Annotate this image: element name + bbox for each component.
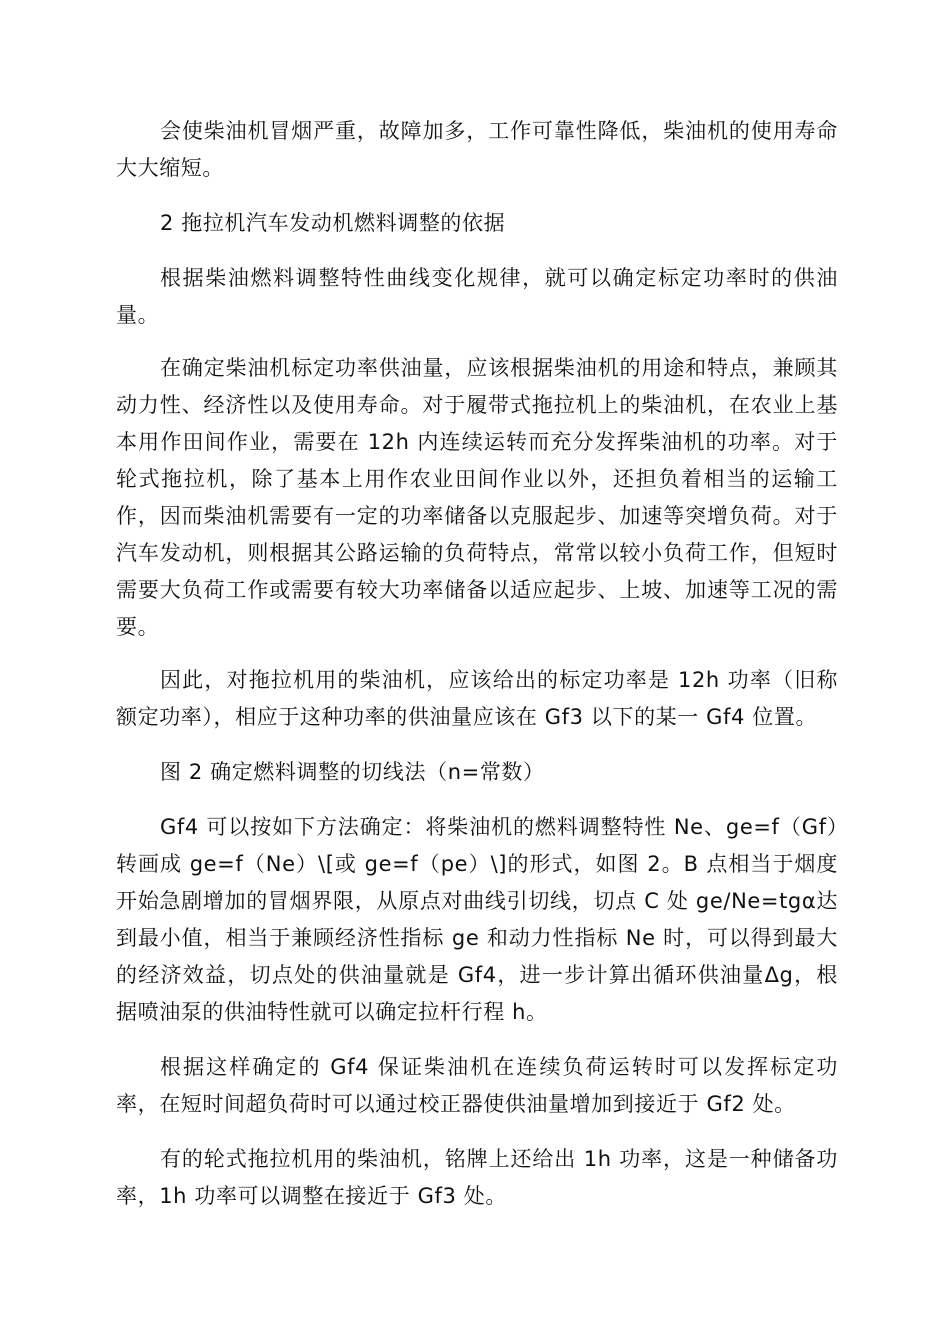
paragraph-gf4-determination: Gf4 可以按如下方法确定：将柴油机的燃料调整特性 Ne、ge=f（Gf）转画成 ge=f（Ne）\[或 ge=f（pe）\]的形式，如图 2。B 点相当于烟度开始急剧增加的冒烟界限，从原点对曲线引切线，切点 C 处 ge/Ne=tgα达到最小值，相当于兼顾经济性指标 ge 和动力性指标 Ne 时，可以得到最大的经济效益，切点处的供油量就是 Gf4，进一步计算出循环供油量Δg，根据喷油泵的供油特性就可以确定拉杆行程 h。 <box>116 815 838 1024</box>
paragraph-usage-characteristics: 在确定柴油机标定功率供油量，应该根据柴油机的用途和特点，兼顾其动力性、经济性以及使用寿命。对于履带式拖拉机上的柴油机，在农业上基本用作田间作业，需要在 12h 内连续运转而充分发挥柴油机的功率。对于轮式拖拉机，除了基本上用作农业田间作业以外，还担负着相当的运输工作，因而柴油机需要有一定的功率储备以克服起步、加速等突增负荷。对于汽车发动机，则根据其公路运输的负荷特点，常常以较小负荷工作，但短时需要大负荷工作或需要有较大功率储备以适应起步、上坡、加速等工况的需要。 <box>116 356 838 639</box>
paragraph-rated-power-supply: 根据柴油燃料调整特性曲线变化规律，就可以确定标定功率时的供油量。 <box>116 266 838 327</box>
figure-caption-tangent-method: 图 2 确定燃料调整的切线法（n=常数） <box>160 760 545 784</box>
paragraph-tractor-rated-power: 因此，对拖拉机用的柴油机，应该给出的标定功率是 12h 功率（旧称额定功率），相应于这种功率的供油量应该在 Gf3 以下的某一 Gf4 位置。 <box>116 668 838 729</box>
paragraph-1h-power: 有的轮式拖拉机用的柴油机，铭牌上还给出 1h 功率，这是一种储备功率，1h 功率可以调整在接近于 Gf3 处。 <box>116 1147 838 1208</box>
paragraph-gf4-overload: 根据这样确定的 Gf4 保证柴油机在连续负荷运转时可以发挥标定功率，在短时间超负荷时可以通过校正器使供油量增加到接近于 Gf2 处。 <box>116 1055 838 1116</box>
section-heading-fuel-adjustment-basis: 2 拖拉机汽车发动机燃料调整的依据 <box>160 211 506 235</box>
paragraph-smoke-consequence: 会使柴油机冒烟严重，故障加多，工作可靠性降低，柴油机的使用寿命大大缩短。 <box>116 119 838 180</box>
document-body <box>116 113 838 1215</box>
